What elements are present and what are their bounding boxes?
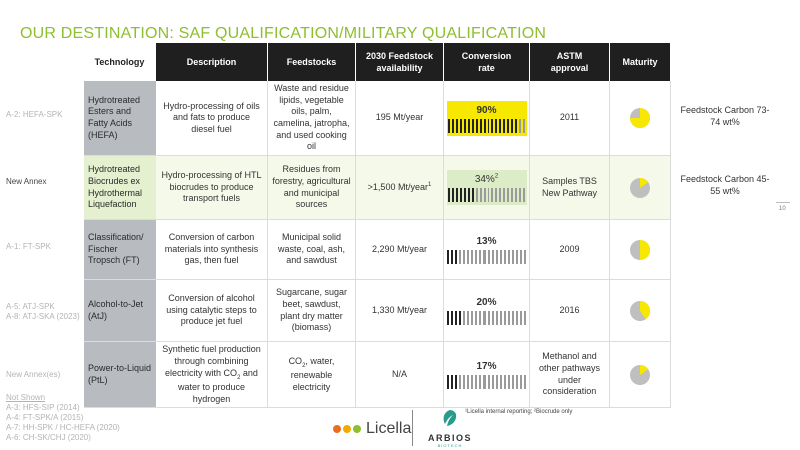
conversion-cell xyxy=(444,156,530,220)
header-description: Description xyxy=(156,43,268,81)
conversion-bar-tick xyxy=(492,375,494,389)
conversion-bar-tick xyxy=(452,188,454,202)
header-conversion: Conversion rate xyxy=(444,43,530,81)
conversion-bar-tick xyxy=(460,188,462,202)
arbios-logo-text: ARBIOS xyxy=(427,433,472,443)
conversion-bar-tick xyxy=(512,250,514,264)
table-row xyxy=(84,220,671,280)
conversion-bar-tick xyxy=(463,375,465,389)
conversion-bar-tick xyxy=(492,311,494,325)
conversion-percent: 13% xyxy=(476,236,497,248)
conversion-bar-tick xyxy=(500,311,502,325)
conversion-bar-tick xyxy=(456,119,458,133)
header-technology: Technology xyxy=(84,43,156,81)
conversion-bar-tick xyxy=(524,311,526,325)
tech-cell: Hydrotreated Esters and Fatty Acids (HEFA) xyxy=(84,81,156,156)
conversion-bar-tick xyxy=(508,375,510,389)
conversion-bar-tick xyxy=(463,311,465,325)
conversion-bar-tick xyxy=(483,250,485,264)
conversion-bar-tick xyxy=(451,375,453,389)
logo-dot-orange xyxy=(333,425,341,433)
conversion-bar-tick xyxy=(516,311,518,325)
astm-cell: Samples TBS New Pathway xyxy=(530,156,610,220)
conversion-bar-tick xyxy=(504,311,506,325)
conversion-bar-tick xyxy=(519,188,521,202)
conversion-percent: 17% xyxy=(476,361,497,373)
availability-cell: 195 Mt/year xyxy=(356,81,444,156)
conversion-bar-tick xyxy=(496,375,498,389)
description-cell: Hydro-processing of HTL biocrudes to produce transport fuels xyxy=(156,156,268,220)
description-cell: Conversion of carbon materials into synthesis gas, then fuel xyxy=(156,220,268,280)
conversion-bar-tick xyxy=(488,188,490,202)
conversion-plain xyxy=(447,235,527,264)
conversion-bar-tick xyxy=(499,188,501,202)
row-label-atj: A-5: ATJ-SPK A-8: ATJ-SKA (2023) xyxy=(6,302,80,321)
maturity-cell xyxy=(610,81,671,156)
conversion-bars xyxy=(447,375,527,389)
row-label-htl: New Annex xyxy=(6,177,47,186)
conversion-bar-tick xyxy=(468,119,470,133)
maturity-pie xyxy=(629,364,651,386)
tech-cell: Classification/ Fischer Tropsch (FT) xyxy=(84,220,156,280)
header-astm: ASTM approval xyxy=(530,43,610,81)
feedstocks-cell: Sugarcane, sugar beet, sawdust, plant dry matter (biomass) xyxy=(268,280,356,342)
arbios-leaf-icon xyxy=(439,408,461,428)
conversion-bar-tick xyxy=(520,311,522,325)
conversion-bar-tick xyxy=(456,188,458,202)
header-feedstocks: Feedstocks xyxy=(268,43,356,81)
conversion-bar-tick xyxy=(512,311,514,325)
header-availability: 2030 Feedstock availability xyxy=(356,43,444,81)
conversion-bar-tick xyxy=(475,250,477,264)
tech-cell: Hydrotreated Biocrudes ex Hydrothermal Liquefaction xyxy=(84,156,156,220)
conversion-bar-tick xyxy=(484,188,486,202)
table-row xyxy=(84,156,671,220)
conversion-bar-tick xyxy=(491,119,493,133)
conversion-cell xyxy=(444,81,530,156)
list-item: A-7: HH-SPK / HC-HEFA (2020) xyxy=(6,423,120,432)
astm-cell: 2016 xyxy=(530,280,610,342)
not-shown-list xyxy=(6,393,120,443)
conversion-highlight xyxy=(447,101,527,136)
maturity-pie xyxy=(629,177,651,199)
conversion-bar-tick xyxy=(496,311,498,325)
maturity-cell xyxy=(610,156,671,220)
feedstocks-cell: Waste and residue lipids, vegetable oils, palm, camelina, jatropha, and used cooking oil xyxy=(268,81,356,156)
conversion-bar-tick xyxy=(467,311,469,325)
conversion-bar-tick xyxy=(515,188,517,202)
conversion-bar-tick xyxy=(452,119,454,133)
conversion-bar-tick xyxy=(496,250,498,264)
conversion-bar-tick xyxy=(508,250,510,264)
licella-logo xyxy=(333,420,411,438)
conversion-bar-tick xyxy=(479,250,481,264)
conversion-bar-tick xyxy=(451,250,453,264)
list-item: A-3: HFS-SIP (2014) xyxy=(6,403,80,412)
conversion-bar-tick xyxy=(447,250,449,264)
feedstock-carbon-note-htl: Feedstock Carbon 45-55 wt% xyxy=(680,174,770,197)
arbios-logo xyxy=(425,408,475,448)
conversion-bar-tick xyxy=(511,119,513,133)
conversion-bar-tick xyxy=(507,119,509,133)
list-item: A-4: FT-SPK/A (2015) xyxy=(6,413,84,422)
conversion-bar-tick xyxy=(495,188,497,202)
conversion-bar-tick xyxy=(507,188,509,202)
conversion-bar-tick xyxy=(483,375,485,389)
conversion-bar-tick xyxy=(460,119,462,133)
feedstocks-cell: Municipal solid waste, coal, ash, and sawdust xyxy=(268,220,356,280)
tech-cell: Power-to-Liquid (PtL) xyxy=(84,342,156,408)
maturity-cell xyxy=(610,220,671,280)
conversion-cell xyxy=(444,342,530,408)
logo-separator xyxy=(412,410,413,446)
astm-cell: Methanol and other pathways under consideration xyxy=(530,342,610,408)
conversion-bar-tick xyxy=(503,188,505,202)
conversion-bar-tick xyxy=(520,375,522,389)
conversion-bar-tick xyxy=(455,311,457,325)
conversion-bar-tick xyxy=(504,375,506,389)
page-number: 10 xyxy=(779,206,786,212)
logo-dot-green xyxy=(353,425,361,433)
astm-cell: 2009 xyxy=(530,220,610,280)
conversion-percent: 90% xyxy=(476,104,497,116)
conversion-bar-tick xyxy=(503,119,505,133)
conversion-bar-tick xyxy=(448,119,450,133)
conversion-bar-tick xyxy=(455,250,457,264)
maturity-pie xyxy=(629,107,651,129)
conversion-bar-tick xyxy=(504,250,506,264)
description-cell: Synthetic fuel production through combining electricity with $CO_2$ and water to produce hydrogen xyxy=(156,342,268,408)
conversion-bar-tick xyxy=(484,119,486,133)
conversion-bar-tick xyxy=(476,188,478,202)
availability-cell: 1,330 Mt/year xyxy=(356,280,444,342)
conversion-bars xyxy=(447,311,527,325)
conversion-percent: 34%$^2$ xyxy=(474,173,499,186)
availability-cell: >1,500 Mt/year$^1$ xyxy=(356,156,444,220)
conversion-bar-tick xyxy=(459,250,461,264)
conversion-bar-tick xyxy=(464,119,466,133)
header-maturity: Maturity xyxy=(610,43,671,81)
conversion-bar-tick xyxy=(472,119,474,133)
not-shown-heading: Not Shown xyxy=(6,393,46,402)
conversion-bar-tick xyxy=(467,375,469,389)
conversion-bar-tick xyxy=(520,250,522,264)
qualification-table xyxy=(84,43,671,408)
maturity-pie-fill xyxy=(640,240,650,260)
conversion-bar-tick xyxy=(488,311,490,325)
conversion-cell xyxy=(444,220,530,280)
maturity-cell xyxy=(610,342,671,408)
conversion-bar-tick xyxy=(491,188,493,202)
list-item: A-6: CH-SK/CHJ (2020) xyxy=(6,433,91,442)
page-divider xyxy=(776,202,790,203)
maturity-pie xyxy=(629,239,651,261)
conversion-bar-tick xyxy=(519,119,521,133)
conversion-bar-tick xyxy=(472,188,474,202)
conversion-bar-tick xyxy=(516,250,518,264)
table-row xyxy=(84,342,671,408)
conversion-bar-tick xyxy=(524,250,526,264)
conversion-bar-tick xyxy=(488,119,490,133)
arbios-logo-subtext: BIOTECH xyxy=(437,443,463,448)
conversion-plain xyxy=(447,360,527,389)
conversion-bar-tick xyxy=(464,188,466,202)
licella-logo-text: Licella xyxy=(366,420,412,437)
table-row xyxy=(84,81,671,156)
feedstock-carbon-note-hefa: Feedstock Carbon 73-74 wt% xyxy=(680,105,770,128)
conversion-bar-tick xyxy=(499,119,501,133)
conversion-bar-tick xyxy=(500,250,502,264)
conversion-bar-tick xyxy=(476,119,478,133)
row-label-ft: A-1: FT-SPK xyxy=(6,242,51,251)
header-row xyxy=(84,43,671,81)
conversion-bar-tick xyxy=(471,250,473,264)
row-label-ptl: New Annex(es) xyxy=(6,370,61,379)
conversion-percent: 20% xyxy=(476,297,497,309)
availability-cell: 2,290 Mt/year xyxy=(356,220,444,280)
conversion-bar-tick xyxy=(511,188,513,202)
conversion-highlight xyxy=(447,170,527,205)
conversion-bar-tick xyxy=(471,311,473,325)
conversion-cell xyxy=(444,280,530,342)
conversion-bar-tick xyxy=(523,188,525,202)
conversion-bar-tick xyxy=(508,311,510,325)
conversion-bar-tick xyxy=(480,188,482,202)
conversion-bar-tick xyxy=(480,119,482,133)
conversion-bar-tick xyxy=(515,119,517,133)
conversion-bar-tick xyxy=(463,250,465,264)
conversion-bar-tick xyxy=(475,311,477,325)
logo-dot-yellow xyxy=(343,425,351,433)
conversion-bars xyxy=(447,250,527,264)
availability-cell: N/A xyxy=(356,342,444,408)
conversion-plain xyxy=(447,296,527,325)
conversion-bar-tick xyxy=(524,375,526,389)
row-label-hefa: A-2: HEFA-SPK xyxy=(6,110,63,119)
description-cell: Hydro-processing of oils and fats to produce diesel fuel xyxy=(156,81,268,156)
conversion-bar-tick xyxy=(495,119,497,133)
page-title: OUR DESTINATION: SAF QUALIFICATION/MILITARY QUALIFICATION xyxy=(20,25,547,42)
conversion-bar-tick xyxy=(479,375,481,389)
conversion-bar-tick xyxy=(483,311,485,325)
description-cell: Conversion of alcohol using catalytic steps to produce jet fuel xyxy=(156,280,268,342)
conversion-bar-tick xyxy=(467,250,469,264)
conversion-bar-tick xyxy=(447,311,449,325)
conversion-bar-tick xyxy=(488,250,490,264)
footnote: ¹Licella internal reporting; ²Biocrude only xyxy=(465,409,573,415)
conversion-bar-tick xyxy=(488,375,490,389)
conversion-bar-tick xyxy=(523,119,525,133)
conversion-bar-tick xyxy=(479,311,481,325)
conversion-bar-tick xyxy=(500,375,502,389)
maturity-cell xyxy=(610,280,671,342)
conversion-bar-tick xyxy=(451,311,453,325)
conversion-bar-tick xyxy=(475,375,477,389)
conversion-bar-tick xyxy=(447,375,449,389)
conversion-bar-tick xyxy=(516,375,518,389)
conversion-bar-tick xyxy=(512,375,514,389)
tech-cell: Alcohol-to-Jet (AtJ) xyxy=(84,280,156,342)
conversion-bar-tick xyxy=(459,311,461,325)
conversion-bars xyxy=(449,119,525,133)
maturity-pie xyxy=(629,300,651,322)
feedstocks-cell: Residues from forestry, agricultural and municipal sources xyxy=(268,156,356,220)
astm-cell: 2011 xyxy=(530,81,610,156)
conversion-bar-tick xyxy=(471,375,473,389)
conversion-bar-tick xyxy=(448,188,450,202)
conversion-bars xyxy=(449,188,525,202)
conversion-bar-tick xyxy=(468,188,470,202)
conversion-bar-tick xyxy=(455,375,457,389)
conversion-bar-tick xyxy=(492,250,494,264)
table-row xyxy=(84,280,671,342)
feedstocks-cell: $CO_2$, water, renewable electricity xyxy=(268,342,356,408)
conversion-bar-tick xyxy=(459,375,461,389)
